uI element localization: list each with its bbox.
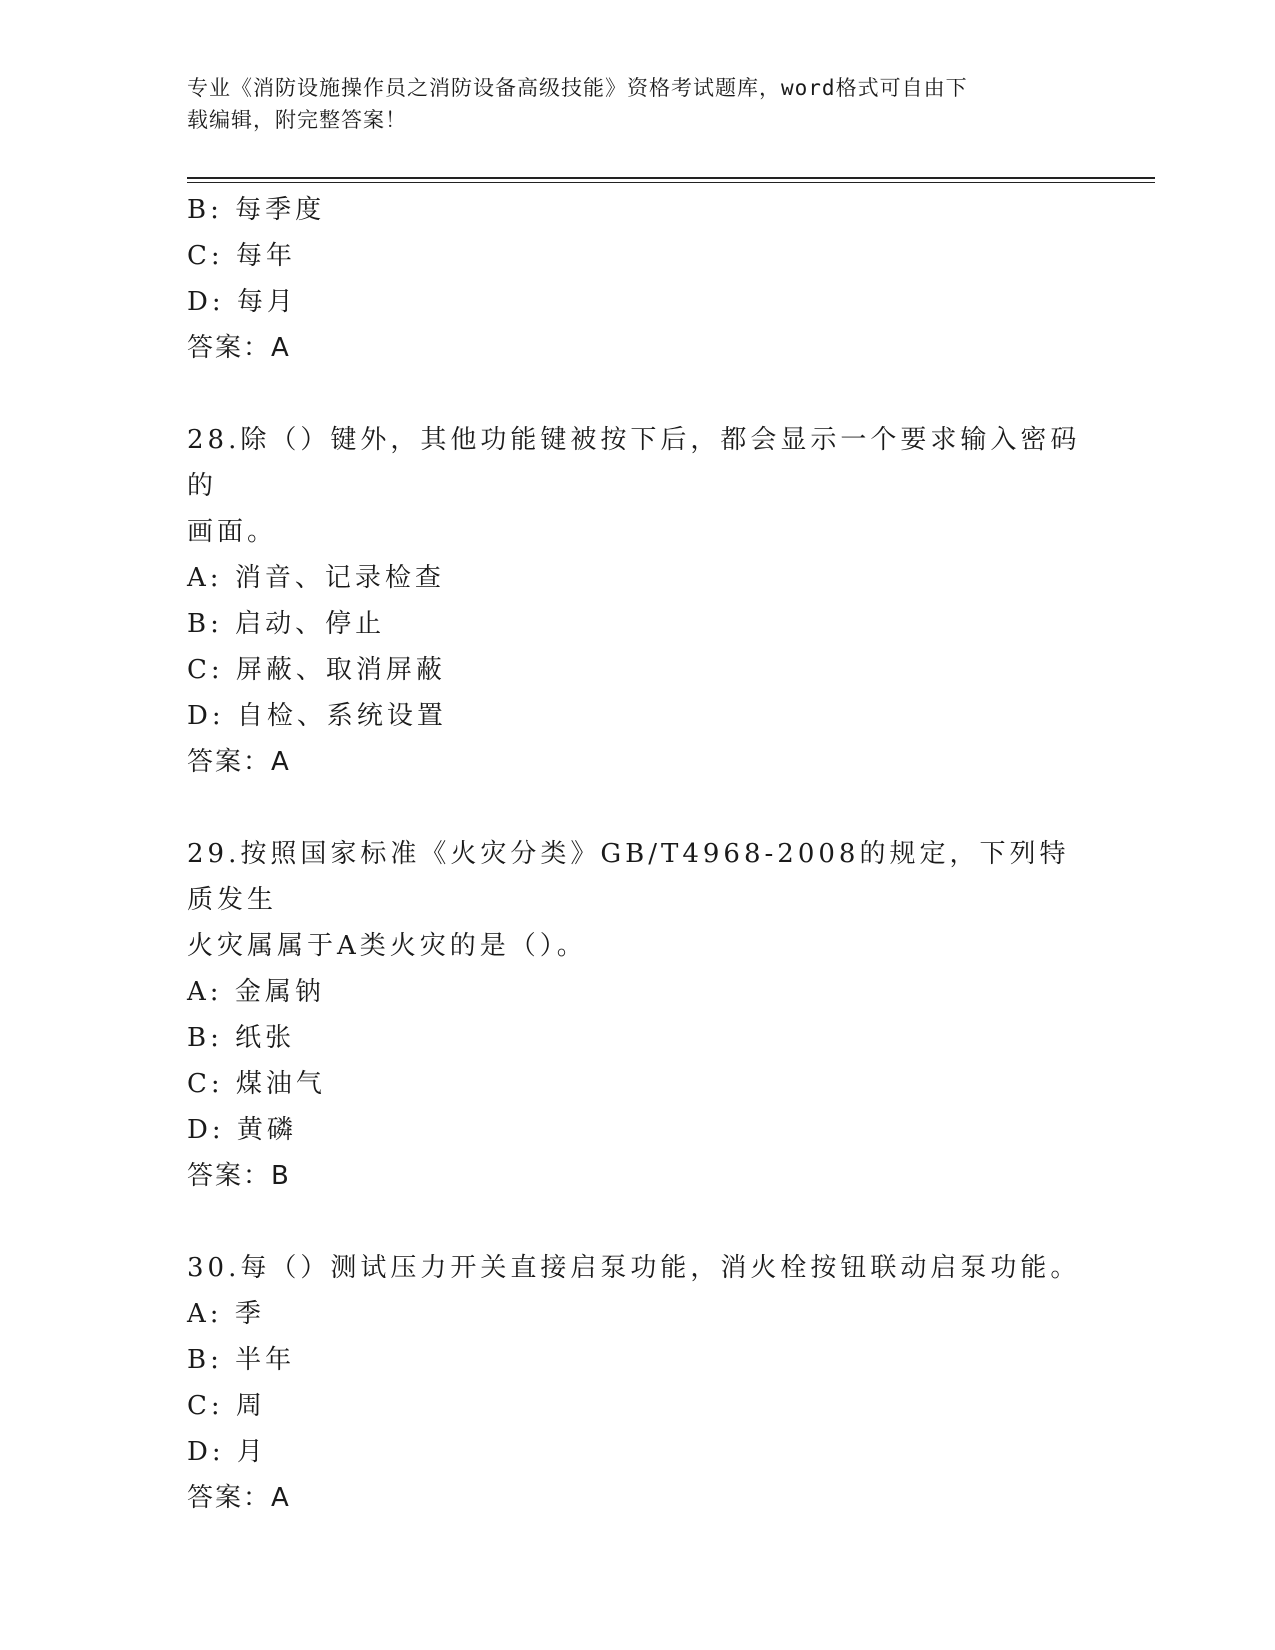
- header-line-1: 专业《消防设施操作员之消防设备高级技能》资格考试题库，word格式可自由下: [187, 76, 968, 100]
- option-text: 自检、系统设置: [236, 701, 447, 731]
- option-label: D:: [187, 701, 225, 731]
- header-divider-thick: [187, 177, 1155, 179]
- option-b: [187, 1015, 1087, 1061]
- spacer: [187, 1199, 1087, 1245]
- option-label: B:: [187, 1023, 223, 1053]
- option-text: 每月: [236, 287, 297, 317]
- spacer: [187, 785, 1087, 831]
- question-stem-line-2: 火灾属属于A类火灾的是（）。: [187, 931, 587, 961]
- answer: 答案：A: [187, 1483, 291, 1513]
- answer: 答案：B: [187, 1161, 291, 1191]
- header-divider-thin: [187, 182, 1155, 183]
- option-label: C:: [187, 1069, 224, 1099]
- option-text: 每年: [235, 241, 296, 271]
- question-stem-line-2: 画面。: [187, 517, 278, 547]
- question-29: [187, 831, 1087, 1199]
- option-a: [187, 1291, 1087, 1337]
- option-label: D:: [187, 1115, 225, 1145]
- option-label: A:: [187, 563, 223, 593]
- option-label: B:: [187, 195, 223, 225]
- question-30: [187, 1245, 1087, 1521]
- option-label: B:: [187, 609, 223, 639]
- option-b: [187, 601, 1087, 647]
- spacer: [187, 371, 1087, 417]
- option-text: 季: [234, 1299, 265, 1329]
- answer: 答案：A: [187, 333, 291, 363]
- header-line-2: 载编辑，附完整答案！: [187, 108, 407, 132]
- option-text: 纸张: [235, 1023, 296, 1053]
- option-label: D:: [187, 1437, 225, 1467]
- question-list: [187, 187, 1087, 1521]
- question-27-tail: [187, 187, 1087, 371]
- option-b: [187, 1337, 1087, 1383]
- option-text: 消音、记录检查: [234, 563, 445, 593]
- option-label: B:: [187, 1345, 223, 1375]
- option-text: 黄磷: [236, 1115, 297, 1145]
- option-text: 金属钠: [234, 977, 325, 1007]
- option-label: C:: [187, 655, 224, 685]
- answer: 答案：A: [187, 747, 291, 777]
- option-c: [187, 647, 1087, 693]
- option-c: [187, 1061, 1087, 1107]
- option-d: [187, 1107, 1087, 1153]
- option-text: 启动、停止: [235, 609, 386, 639]
- question-28: [187, 417, 1087, 785]
- option-label: A:: [187, 977, 223, 1007]
- option-c: [187, 1383, 1087, 1429]
- option-label: C:: [187, 241, 224, 271]
- option-d: [187, 1429, 1087, 1475]
- option-text: 每季度: [235, 195, 326, 225]
- option-label: D:: [187, 287, 225, 317]
- option-text: 半年: [235, 1345, 296, 1375]
- option-c: [187, 233, 1087, 279]
- question-stem-line-1: 29.按照国家标准《火灾分类》GB/T4968-2008的规定，下列特质发生: [187, 839, 1070, 915]
- option-text: 屏蔽、取消屏蔽: [235, 655, 446, 685]
- option-d: [187, 693, 1087, 739]
- option-text: 月: [236, 1437, 267, 1467]
- option-a: [187, 969, 1087, 1015]
- option-b: [187, 187, 1087, 233]
- option-label: A:: [187, 1299, 223, 1329]
- option-label: C:: [187, 1391, 224, 1421]
- question-stem-line-1: 28.除（）键外，其他功能键被按下后，都会显示一个要求输入密码的: [187, 425, 1081, 501]
- option-text: 周: [235, 1391, 266, 1421]
- document-header: [187, 72, 1087, 136]
- option-a: [187, 555, 1087, 601]
- option-text: 煤油气: [235, 1069, 326, 1099]
- question-stem-line-1: 30.每（）测试压力开关直接启泵功能，消火栓按钮联动启泵功能。: [187, 1253, 1081, 1283]
- option-d: [187, 279, 1087, 325]
